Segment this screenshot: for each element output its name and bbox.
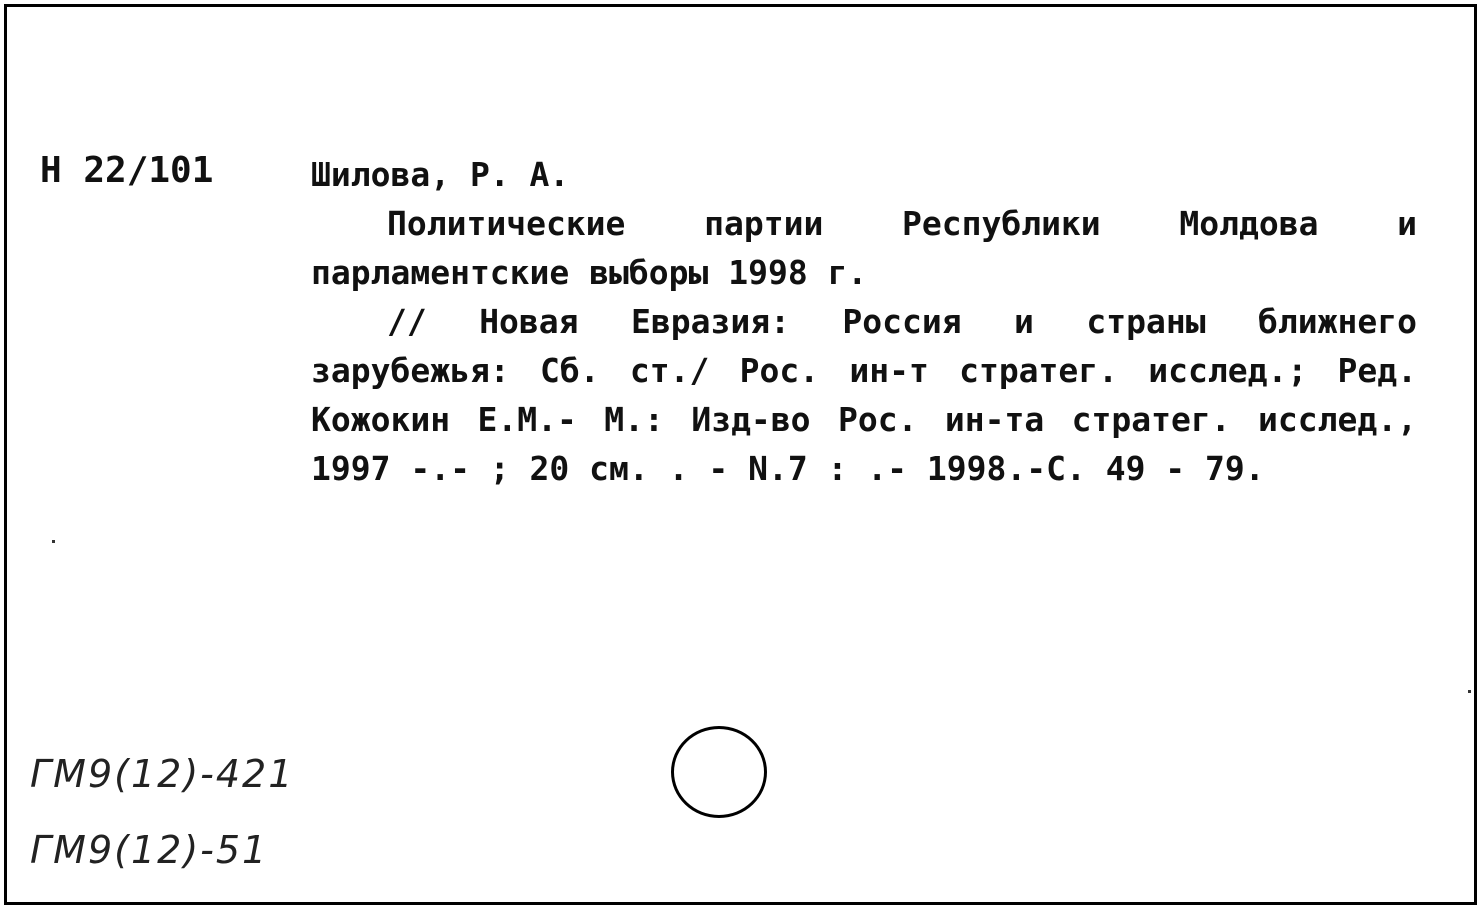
scan-speck [1468, 690, 1471, 693]
handwritten-code-2: ГМ9(12)-51 [30, 828, 269, 872]
title-paragraph: Политические партии Республики Молдова и парламентские выборы 1998 г. [311, 204, 1417, 292]
punch-hole [671, 726, 767, 818]
source-paragraph: // Новая Евразия: Россия и страны ближнего зарубежья: Сб. ст./ Рос. ин-т стратег. исслед.; Ред. Кожокин Е.М.- М.: Изд-во Рос. ин-та стратег. исслед., 1997 -.- ; 20 см. . - N.7 : .- 1998.-С. 49 - 79. [311, 302, 1417, 488]
scan-speck [52, 540, 55, 543]
bibliographic-entry [311, 150, 1417, 493]
shelf-mark: Н 22/101 [40, 150, 214, 191]
author-name: Шилова, Р. А. [311, 155, 570, 194]
handwritten-code-1: ГМ9(12)-421 [30, 752, 295, 796]
